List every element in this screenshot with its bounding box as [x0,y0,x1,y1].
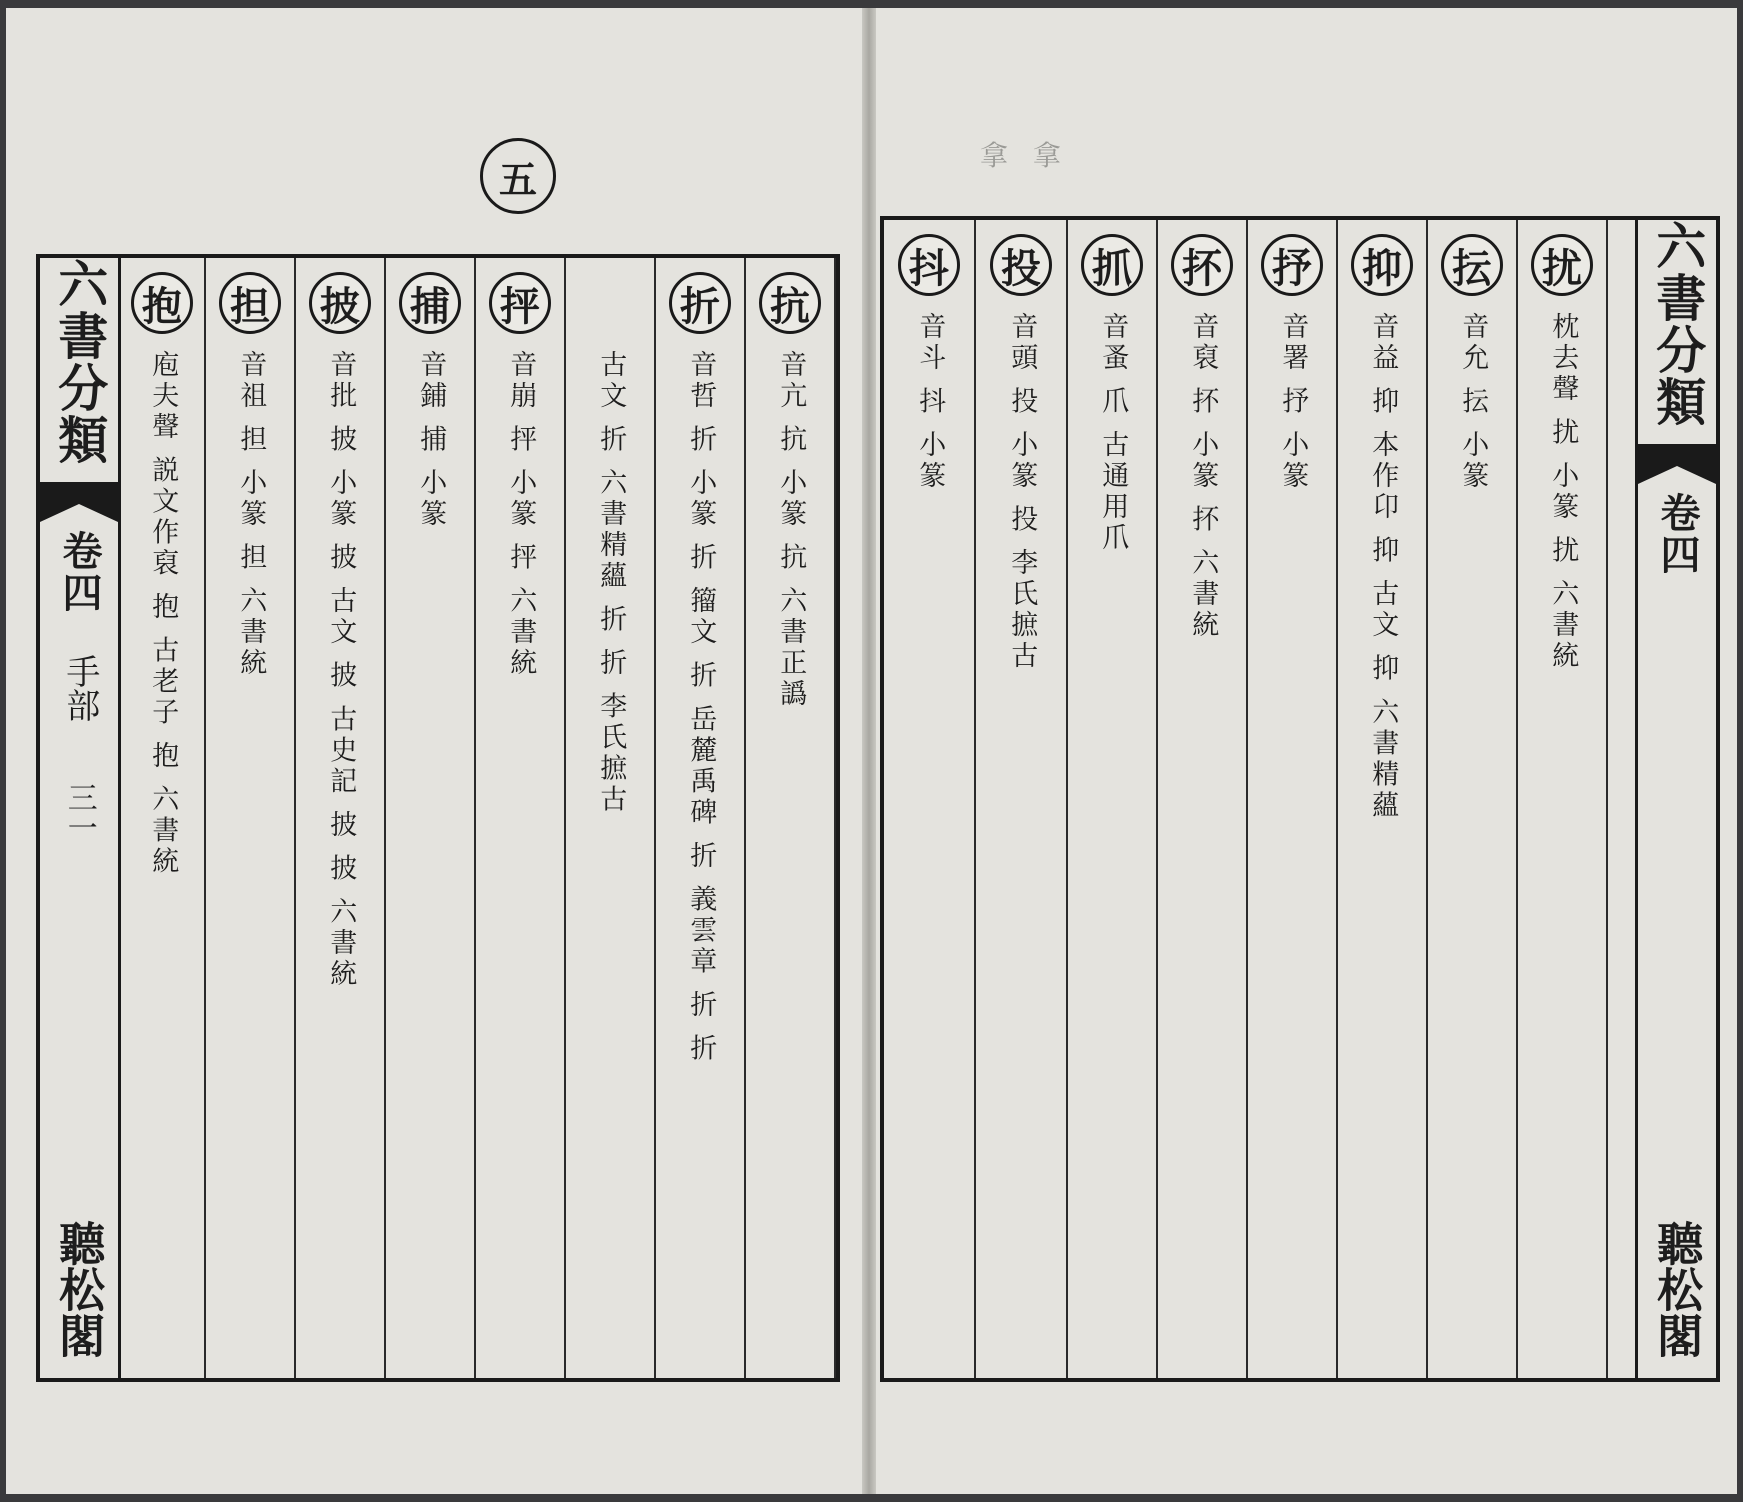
volume-label: 卷四 [1654,492,1701,576]
entry-column [1248,220,1338,1378]
left-banner [40,258,121,1378]
entry-column [884,220,976,1378]
entry-head: 抨 [489,272,551,334]
entry-body: 音裒 抔 小篆 抔 六書統 [1187,312,1219,642]
entry-head: 抓 [1081,234,1143,296]
page-seal: 五 [480,138,556,214]
folio-number: 三一 [61,782,97,842]
entry-body: 音批 披 小篆 披 古文 披 古史記 披 披 六書統 [325,350,357,991]
entry-body: 音斗 抖 小篆 [914,312,946,493]
entry-column [976,220,1068,1378]
right-text-frame [880,216,1720,1382]
entry-head: 捕 [399,272,461,334]
entry-body: 音哲 折 小篆 折 籀文 折 岳麓禹碑 折 義雲章 折 折 [685,350,717,1065]
entry-column [1068,220,1158,1378]
show-through-text: 拿 拿 [980,139,1069,172]
entry-column [476,258,566,1378]
entry-body: 音署 抒 小篆 [1277,312,1309,493]
entry-body: 音鋪 捕 小篆 [415,350,447,531]
entry-body: 音崩 抨 小篆 抨 六書統 [505,350,537,680]
entry-head: 担 [219,272,281,334]
entry-head: 抔 [1171,234,1233,296]
entry-body: 古文 折 六書精蘊 折 折 李氏摭古 [595,350,627,816]
entry-column [746,258,836,1378]
entry-column [656,258,746,1378]
entry-head: 折 [669,272,731,334]
entry-body: 音允 抎 小篆 [1457,312,1489,493]
volume-label: 卷四 [56,530,103,614]
entry-column [206,258,296,1378]
left-text-frame [36,254,840,1382]
entry-head: 披 [309,272,371,334]
entry-head: 抱 [131,272,193,334]
book-title: 六書分類 [50,258,110,466]
entry-body: 音祖 担 小篆 担 六書統 [235,350,267,680]
entry-head: 抑 [1351,234,1413,296]
fishtail-mark [40,482,118,522]
entry-column [1518,220,1608,1378]
fishtail-mark [1638,444,1716,484]
entry-body: 枕去聲 扰 小篆 扰 六書統 [1547,312,1579,673]
entry-column [296,258,386,1378]
right-banner [1635,220,1716,1378]
entry-head: 抗 [759,272,821,334]
entry-body: 音頭 投 小篆 投 李氏摭古 [1006,312,1038,673]
entry-body: 庖夫聲 説文作裒 抱 古老子 抱 六書統 [147,350,179,878]
entry-body: 音亢 抗 小篆 抗 六書正譌 [775,350,807,711]
publisher-hall: 聽松閣 [1650,1220,1705,1358]
entry-column [566,258,656,1378]
entry-head: 抒 [1261,234,1323,296]
entry-column [1428,220,1518,1378]
entry-body: 音益 抑 本作卬 抑 古文 抑 六書精蘊 [1367,312,1399,822]
entry-column [120,258,206,1378]
publisher-hall: 聽松閣 [52,1220,107,1358]
book-spine [862,8,876,1494]
entry-head: 扰 [1531,234,1593,296]
entry-head: 抎 [1441,234,1503,296]
entry-head: 投 [990,234,1052,296]
entry-column [1158,220,1248,1378]
entry-head: 抖 [898,234,960,296]
entry-column [1338,220,1428,1378]
entry-body: 音蚤 爪 古通用爪 [1097,312,1129,555]
book-title: 六書分類 [1648,220,1708,428]
section-label: 手部 [59,654,100,722]
entry-column [386,258,476,1378]
